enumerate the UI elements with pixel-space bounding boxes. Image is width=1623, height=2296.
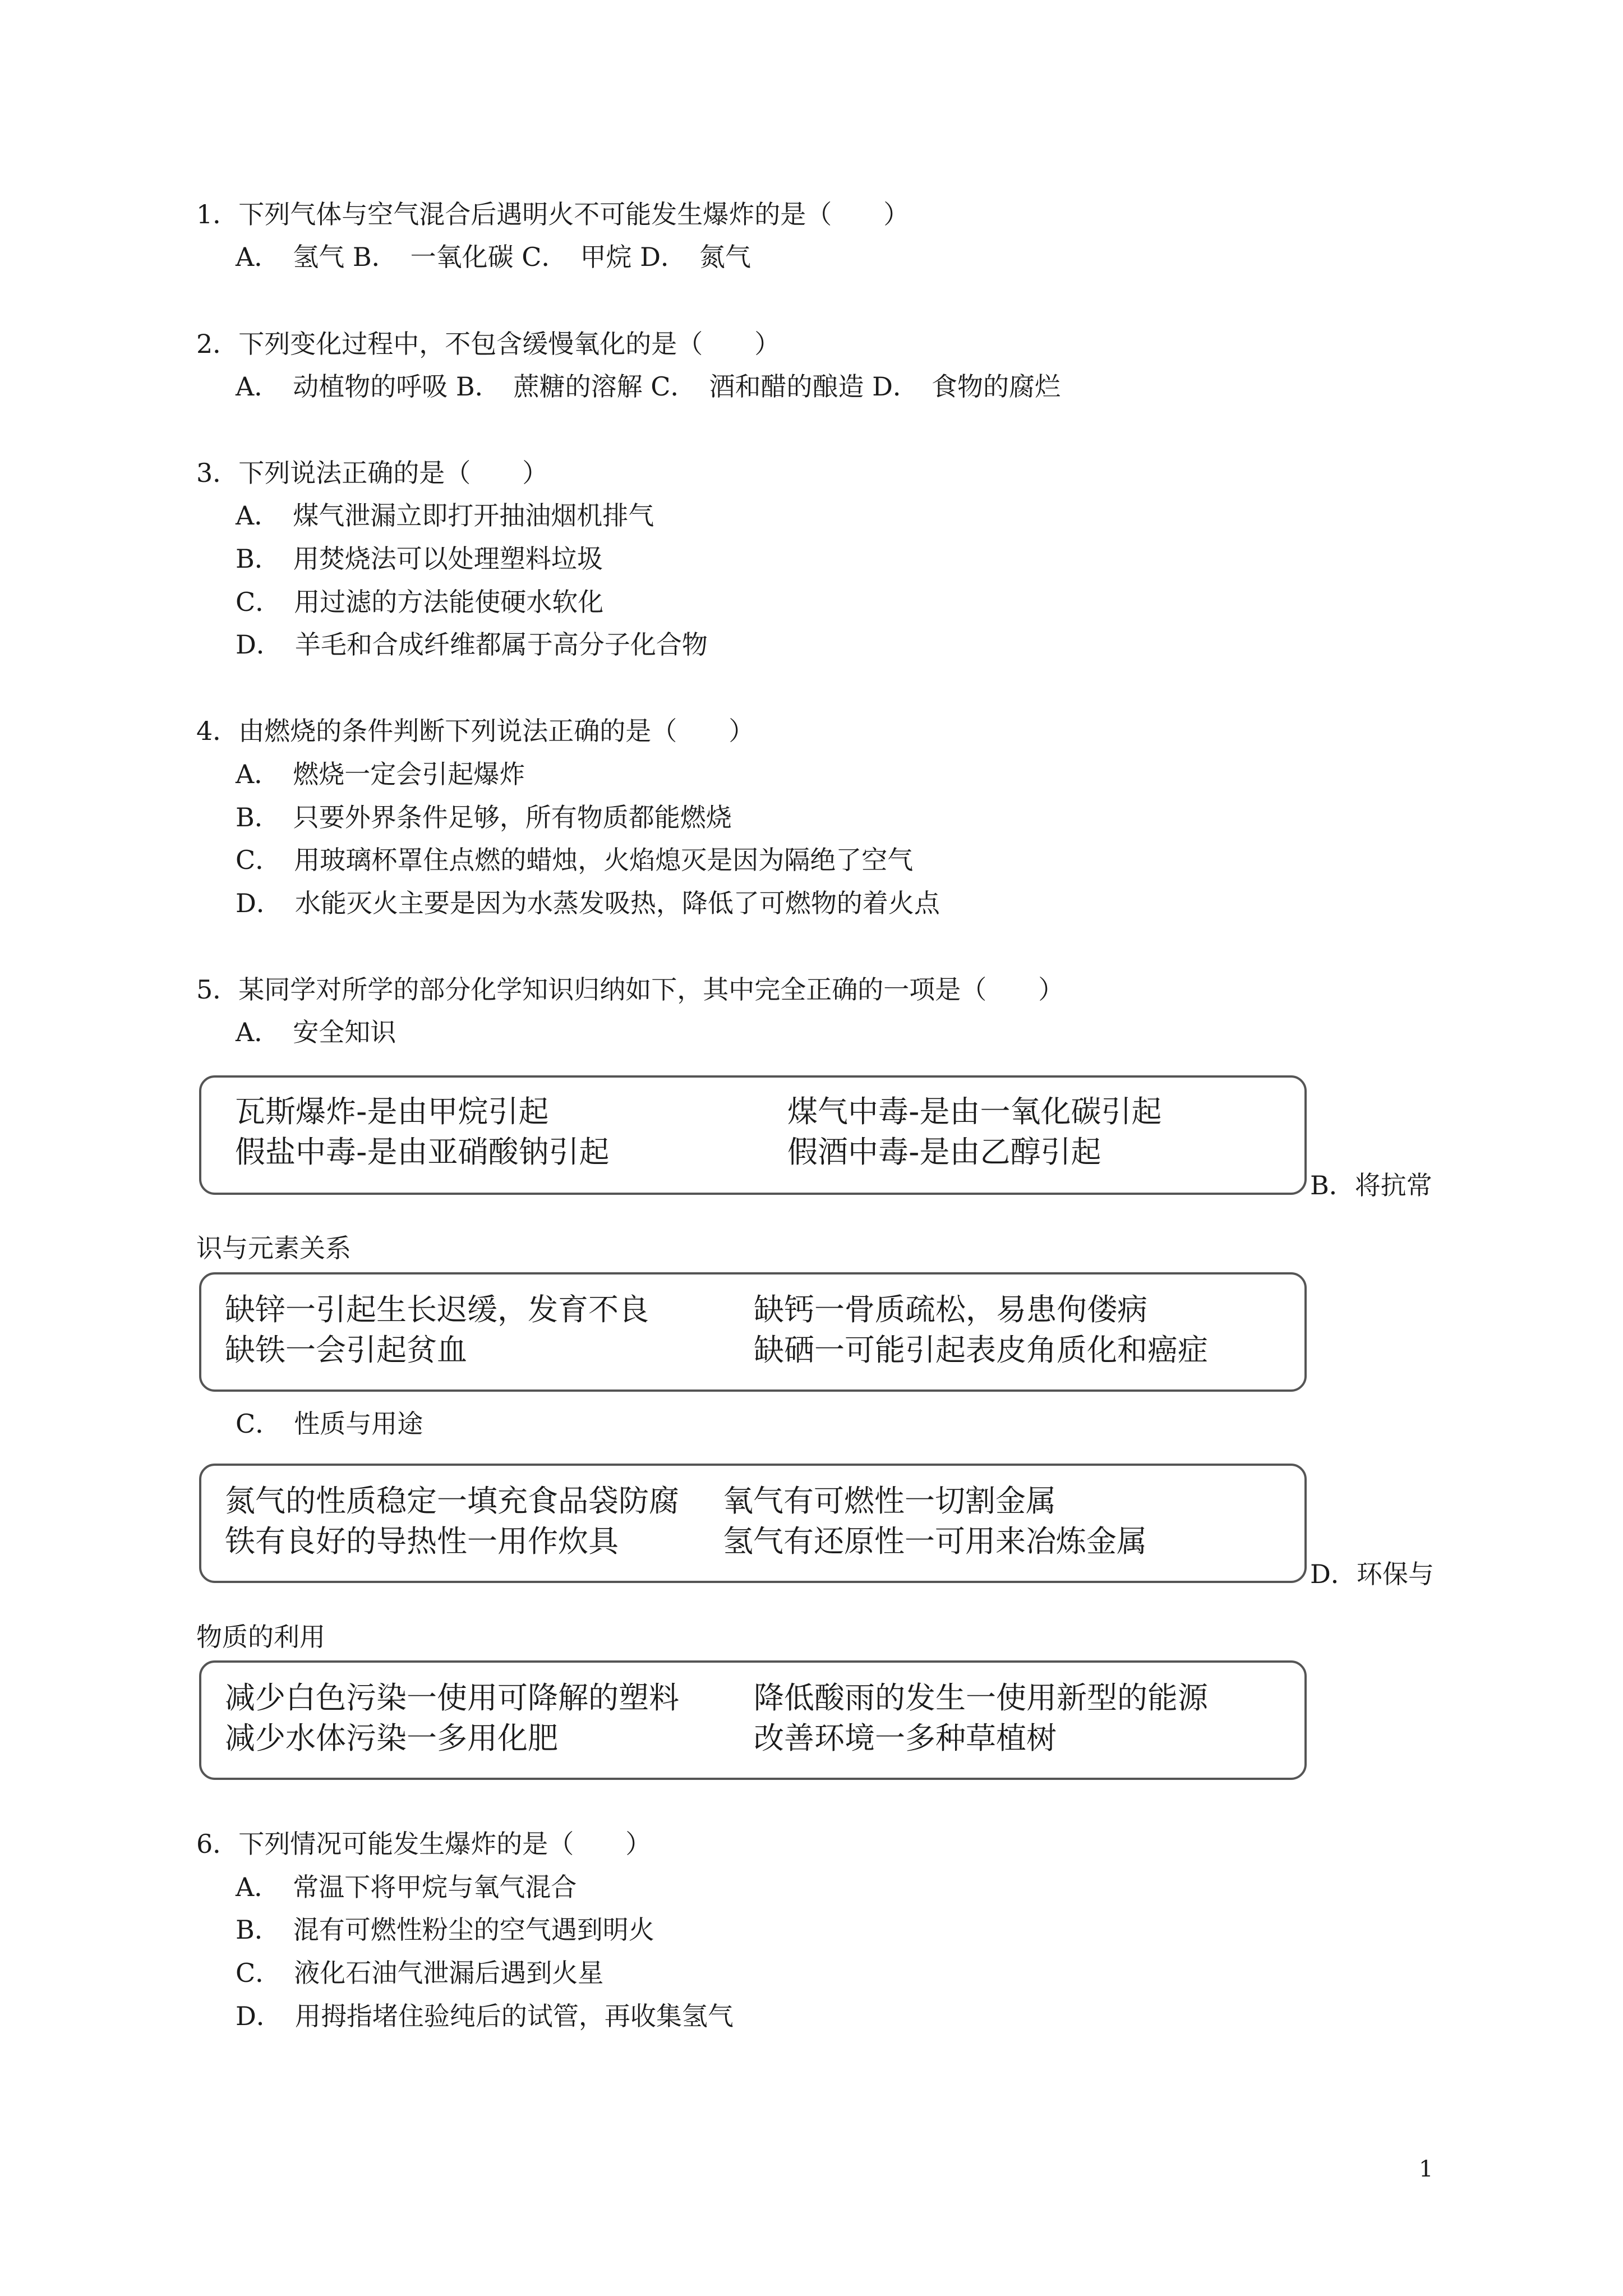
question-5-option-d-label: D．环保与 bbox=[1310, 1559, 1434, 1589]
question-3-option-c: C． 用过滤的方法能使硬水软化 bbox=[236, 587, 604, 617]
page-number: 1 bbox=[1419, 2156, 1433, 2182]
question-1-stem: 1．下列气体与空气混合后遇明火不可能发生爆炸的是（ ） bbox=[196, 199, 910, 229]
question-6-option-c: C． 液化石油气泄漏后遇到火星 bbox=[236, 1958, 604, 1988]
question-4-option-d: D． 水能灭火主要是因为水蒸发吸热，降低了可燃物的着火点 bbox=[236, 888, 940, 918]
box-a-right-line-2: 假酒中毒-是由乙醇引起 bbox=[787, 1134, 1101, 1170]
question-2-options: A． 动植物的呼吸 B． 蔗糖的溶解 C． 酒和醋的酿造 D． 食物的腐烂 bbox=[236, 371, 1061, 402]
question-4-option-a: A． 燃烧一定会引起爆炸 bbox=[236, 759, 525, 789]
box-d-left-line-1: 减少白色污染一使用可降解的塑料 bbox=[225, 1680, 679, 1715]
box-d-left-line-2: 减少水体污染一多用化肥 bbox=[225, 1720, 558, 1756]
question-5-option-c-label: C． 性质与用途 bbox=[236, 1409, 423, 1439]
box-b-left-line-2: 缺铁一会引起贫血 bbox=[225, 1332, 467, 1368]
question-4-option-c: C． 用玻璃杯罩住点燃的蜡烛，火焰熄灭是因为隔绝了空气 bbox=[236, 845, 914, 875]
question-3-stem: 3．下列说法正确的是（ ） bbox=[196, 458, 548, 488]
box-b-right-line-2: 缺硒一可能引起表皮角质化和癌症 bbox=[754, 1332, 1208, 1368]
option-b-box bbox=[199, 1272, 1307, 1392]
question-5-option-d-label-continued: 物质的利用 bbox=[196, 1622, 325, 1652]
question-6-option-a: A． 常温下将甲烷与氧气混合 bbox=[236, 1872, 577, 1902]
box-a-left-line-2: 假盐中毒-是由亚硝酸钠引起 bbox=[235, 1134, 610, 1170]
question-6-stem: 6．下列情况可能发生爆炸的是（ ） bbox=[196, 1829, 652, 1859]
question-5-stem: 5．某同学对所学的部分化学知识归纳如下，其中完全正确的一项是（ ） bbox=[196, 974, 1064, 1005]
question-4-option-b: B． 只要外界条件足够，所有物质都能燃烧 bbox=[236, 802, 732, 832]
box-c-right-line-2: 氢气有还原性一可用来冶炼金属 bbox=[723, 1524, 1147, 1559]
option-c-box bbox=[199, 1464, 1307, 1583]
box-c-left-line-1: 氮气的性质稳定一填充食品袋防腐 bbox=[225, 1483, 679, 1519]
box-b-right-line-1: 缺钙一骨质疏松，易患佝偻病 bbox=[754, 1292, 1147, 1327]
question-3-option-a: A． 煤气泄漏立即打开抽油烟机排气 bbox=[236, 500, 654, 531]
box-a-right-line-1: 煤气中毒-是由一氧化碳引起 bbox=[787, 1094, 1162, 1129]
box-d-right-line-2: 改善环境一多种草植树 bbox=[754, 1720, 1057, 1756]
box-a-left-line-1: 瓦斯爆炸-是由甲烷引起 bbox=[235, 1094, 549, 1129]
question-6-option-b: B． 混有可燃性粉尘的空气遇到明火 bbox=[236, 1915, 654, 1945]
question-5-option-a-label: A． 安全知识 bbox=[236, 1017, 396, 1047]
question-2-stem: 2．下列变化过程中，不包含缓慢氧化的是（ ） bbox=[196, 329, 781, 359]
box-c-right-line-1: 氧气有可燃性一切割金属 bbox=[723, 1483, 1056, 1519]
question-4-stem: 4．由燃烧的条件判断下列说法正确的是（ ） bbox=[196, 716, 755, 746]
question-1-options: A． 氢气 B． 一氧化碳 C． 甲烷 D． 氮气 bbox=[236, 242, 751, 272]
question-5-option-b-label-continued: 识与元素关系 bbox=[196, 1233, 351, 1263]
option-d-box bbox=[199, 1660, 1307, 1780]
question-5-option-b-label: B．将抗常 bbox=[1310, 1170, 1432, 1200]
question-3-option-d: D． 羊毛和合成纤维都属于高分子化合物 bbox=[236, 629, 708, 660]
option-a-box bbox=[199, 1075, 1307, 1195]
box-d-right-line-1: 降低酸雨的发生一使用新型的能源 bbox=[754, 1680, 1208, 1715]
box-b-left-line-1: 缺锌一引起生长迟缓，发育不良 bbox=[225, 1292, 649, 1327]
box-c-left-line-2: 铁有良好的导热性一用作炊具 bbox=[225, 1524, 619, 1559]
question-6-option-d: D． 用拇指堵住验纯后的试管，再收集氢气 bbox=[236, 2001, 734, 2031]
question-3-option-b: B． 用焚烧法可以处理塑料垃圾 bbox=[236, 544, 603, 574]
